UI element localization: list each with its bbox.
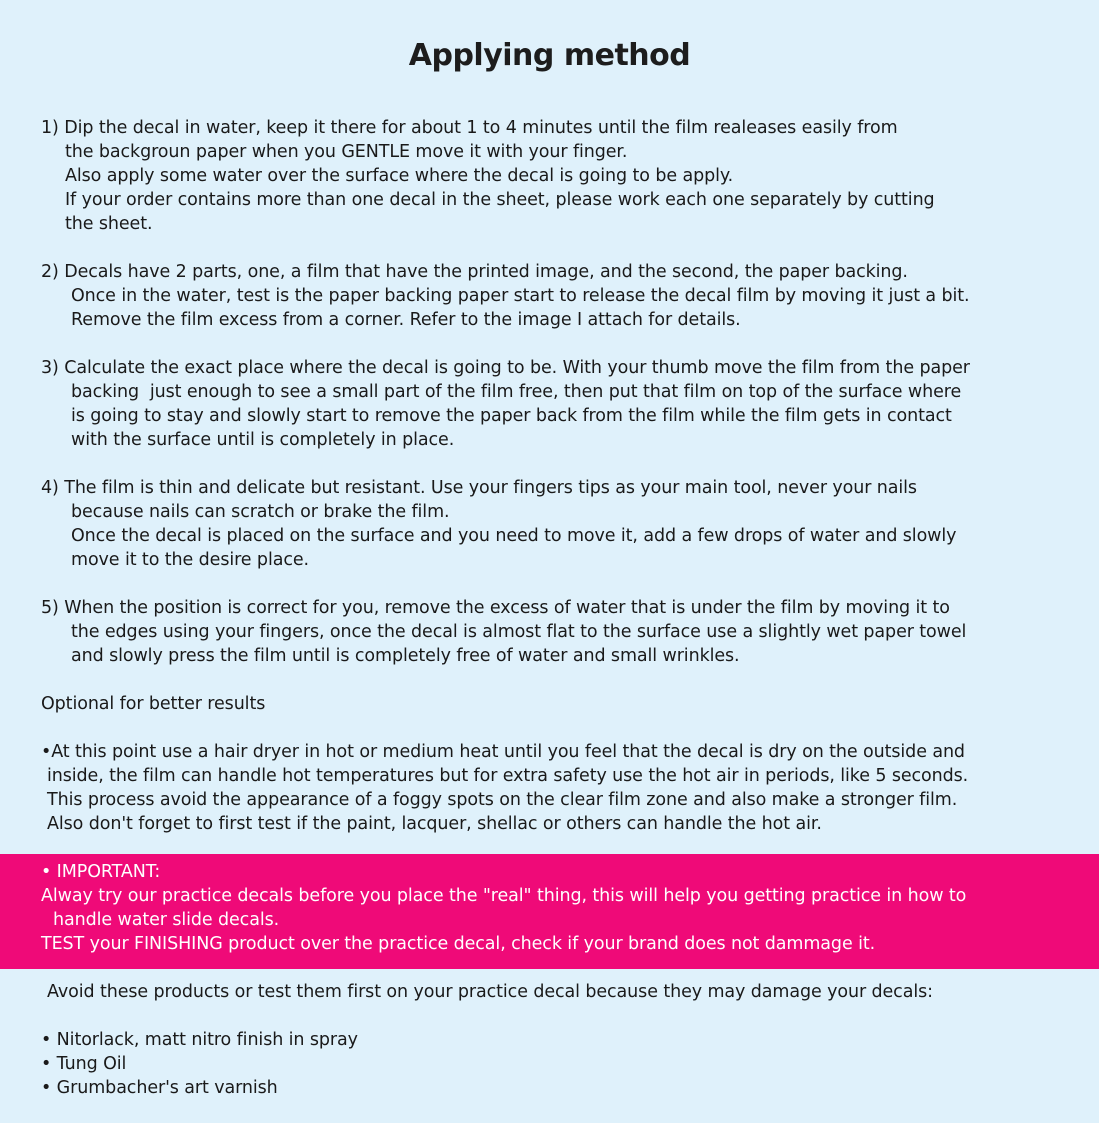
optional-line: •At this point use a hair dryer in hot or medium heat until you feel that the decal is dry on the outside and [41, 742, 965, 762]
step-4-line: because nails can scratch or brake the film. [71, 502, 450, 522]
step-1-line: the sheet. [65, 214, 153, 234]
step-1-line: the backgroun paper when you GENTLE move it with your finger. [65, 142, 628, 162]
important-line: handle water slide decals. [53, 910, 280, 930]
important-line: Alway try our practice decals before you place the "real" thing, this will help you getting practice in how to [41, 886, 967, 906]
step-1-line: 1) Dip the decal in water, keep it there for about 1 to 4 minutes until the film realeases easily from [41, 118, 898, 138]
avoid-item: • Tung Oil [41, 1054, 127, 1074]
avoid-item: • Grumbacher's art varnish [41, 1078, 278, 1098]
important-callout [0, 854, 1099, 969]
step-1-line: If your order contains more than one decal in the sheet, please work each one separately by cutting [65, 190, 935, 210]
optional-heading: Optional for better results [41, 694, 266, 714]
optional-line: Also don't forget to first test if the paint, lacquer, shellac or others can handle the hot air. [47, 814, 822, 834]
step-2-line: Remove the film excess from a corner. Refer to the image I attach for details. [71, 310, 741, 330]
avoid-intro: Avoid these products or test them first on your practice decal because they may damage your decals: [47, 982, 933, 1002]
step-5-line: 5) When the position is correct for you, remove the excess of water that is under the film by moving it to [41, 598, 950, 618]
step-2-line: Once in the water, test is the paper backing paper start to release the decal film by moving it just a bit. [71, 286, 970, 306]
step-3-line: 3) Calculate the exact place where the decal is going to be. With your thumb move the film from the paper [41, 358, 970, 378]
page-title: Applying method [408, 38, 691, 73]
important-line: TEST your FINISHING product over the practice decal, check if your brand does not dammage it. [41, 934, 876, 954]
step-3-line: backing just enough to see a small part of the film free, then put that film on top of the surface where [71, 382, 962, 402]
step-3-line: with the surface until is completely in place. [71, 430, 455, 450]
step-1-line: Also apply some water over the surface where the decal is going to be apply. [65, 166, 734, 186]
step-2-line: 2) Decals have 2 parts, one, a film that have the printed image, and the second, the paper backing. [41, 262, 908, 282]
optional-line: This process avoid the appearance of a foggy spots on the clear film zone and also make a stronger film. [47, 790, 958, 810]
optional-line: inside, the film can handle hot temperatures but for extra safety use the hot air in periods, like 5 seconds. [47, 766, 969, 786]
step-3-line: is going to stay and slowly start to remove the paper back from the film while the film gets in contact [71, 406, 952, 426]
important-heading: • IMPORTANT: [41, 862, 161, 882]
step-5-line: the edges using your fingers, once the decal is almost flat to the surface use a slightly wet paper towel [71, 622, 967, 642]
step-4-line: move it to the desire place. [71, 550, 309, 570]
step-4-line: 4) The film is thin and delicate but resistant. Use your fingers tips as your main tool, never your nails [41, 478, 917, 498]
step-5-line: and slowly press the film until is completely free of water and small wrinkles. [71, 646, 740, 666]
avoid-item: • Nitorlack, matt nitro finish in spray [41, 1030, 358, 1050]
step-4-line: Once the decal is placed on the surface and you need to move it, add a few drops of water and slowly [71, 526, 957, 546]
